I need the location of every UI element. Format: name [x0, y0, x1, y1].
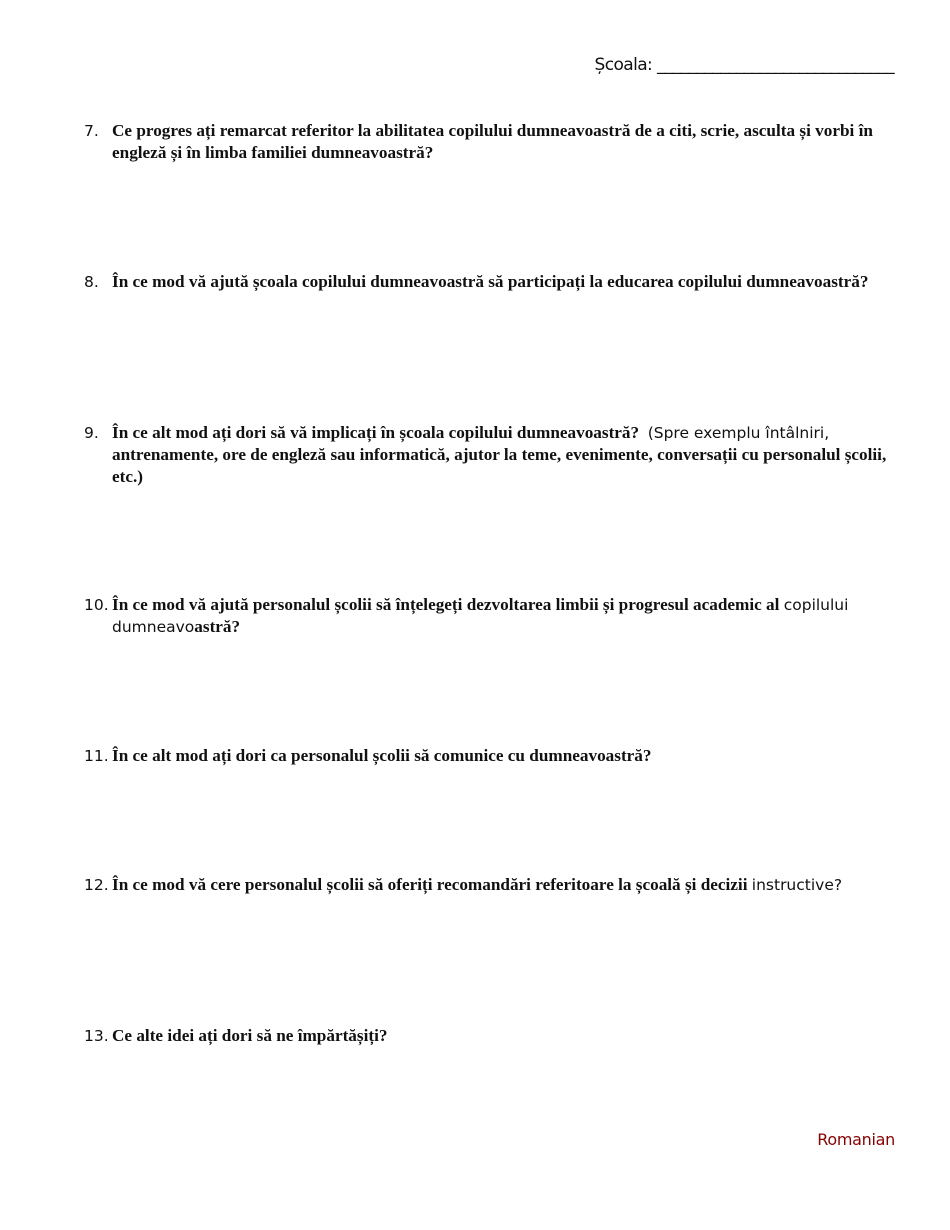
question-text [112, 422, 890, 488]
question-number: 10. [84, 596, 109, 614]
question-number: 9. [84, 424, 99, 442]
question-example-text: (Spre exemplu întâlniri, [647, 424, 830, 442]
question-number: 7. [84, 122, 99, 140]
question-text-plain: instructive? [751, 876, 843, 894]
question-text-bold-end: astră? [194, 617, 241, 636]
question-text: În ce alt mod ați dori ca personalul școlii să comunice cu dumneavoastră? [112, 746, 652, 765]
question-number: 12. [84, 876, 109, 894]
question-number: 8. [84, 273, 99, 291]
question-text [112, 594, 890, 638]
question-13 [84, 1025, 890, 1047]
school-field [595, 55, 894, 75]
question-text-plain: copilului dumneavo [112, 596, 849, 636]
question-text [112, 874, 890, 896]
question-7 [84, 120, 890, 164]
question-text: În ce mod vă ajută școala copilului dumneavoastră să participați la educarea copilului dumneavoastră? [112, 272, 869, 291]
question-text: Ce alte idei ați dori să ne împărtășiți? [112, 1026, 388, 1045]
language-label: Romanian [817, 1130, 895, 1149]
question-text: Ce progres ați remarcat referitor la abilitatea copilului dumneavoastră de a citi, scrie, asculta și vorbi în engleză și în limba familiei dumneavoastră? [112, 121, 873, 162]
question-number: 13. [84, 1027, 109, 1045]
question-12 [84, 874, 890, 896]
question-text-bold: În ce mod vă cere personalul școlii să oferiți recomandări referitoare la școală și decizii [112, 875, 748, 894]
school-blank-line[interactable]: ______________________________ [656, 55, 894, 75]
question-text-bold: În ce alt mod ați dori să vă implicați în școala copilului dumneavoastră? [112, 423, 640, 442]
question-number: 11. [84, 747, 109, 765]
question-text-bold: În ce mod vă ajută personalul școlii să înțelegeți dezvoltarea limbii și progresul academic al [112, 595, 780, 614]
question-text-bold-continued: antrenamente, ore de engleză sau informatică, ajutor la teme, evenimente, conversații cu personalul școlii, etc.) [112, 445, 887, 486]
question-10 [84, 594, 890, 638]
question-9 [84, 422, 890, 488]
question-11 [84, 745, 890, 767]
question-8 [84, 271, 890, 293]
school-label: Școala: [594, 55, 653, 75]
